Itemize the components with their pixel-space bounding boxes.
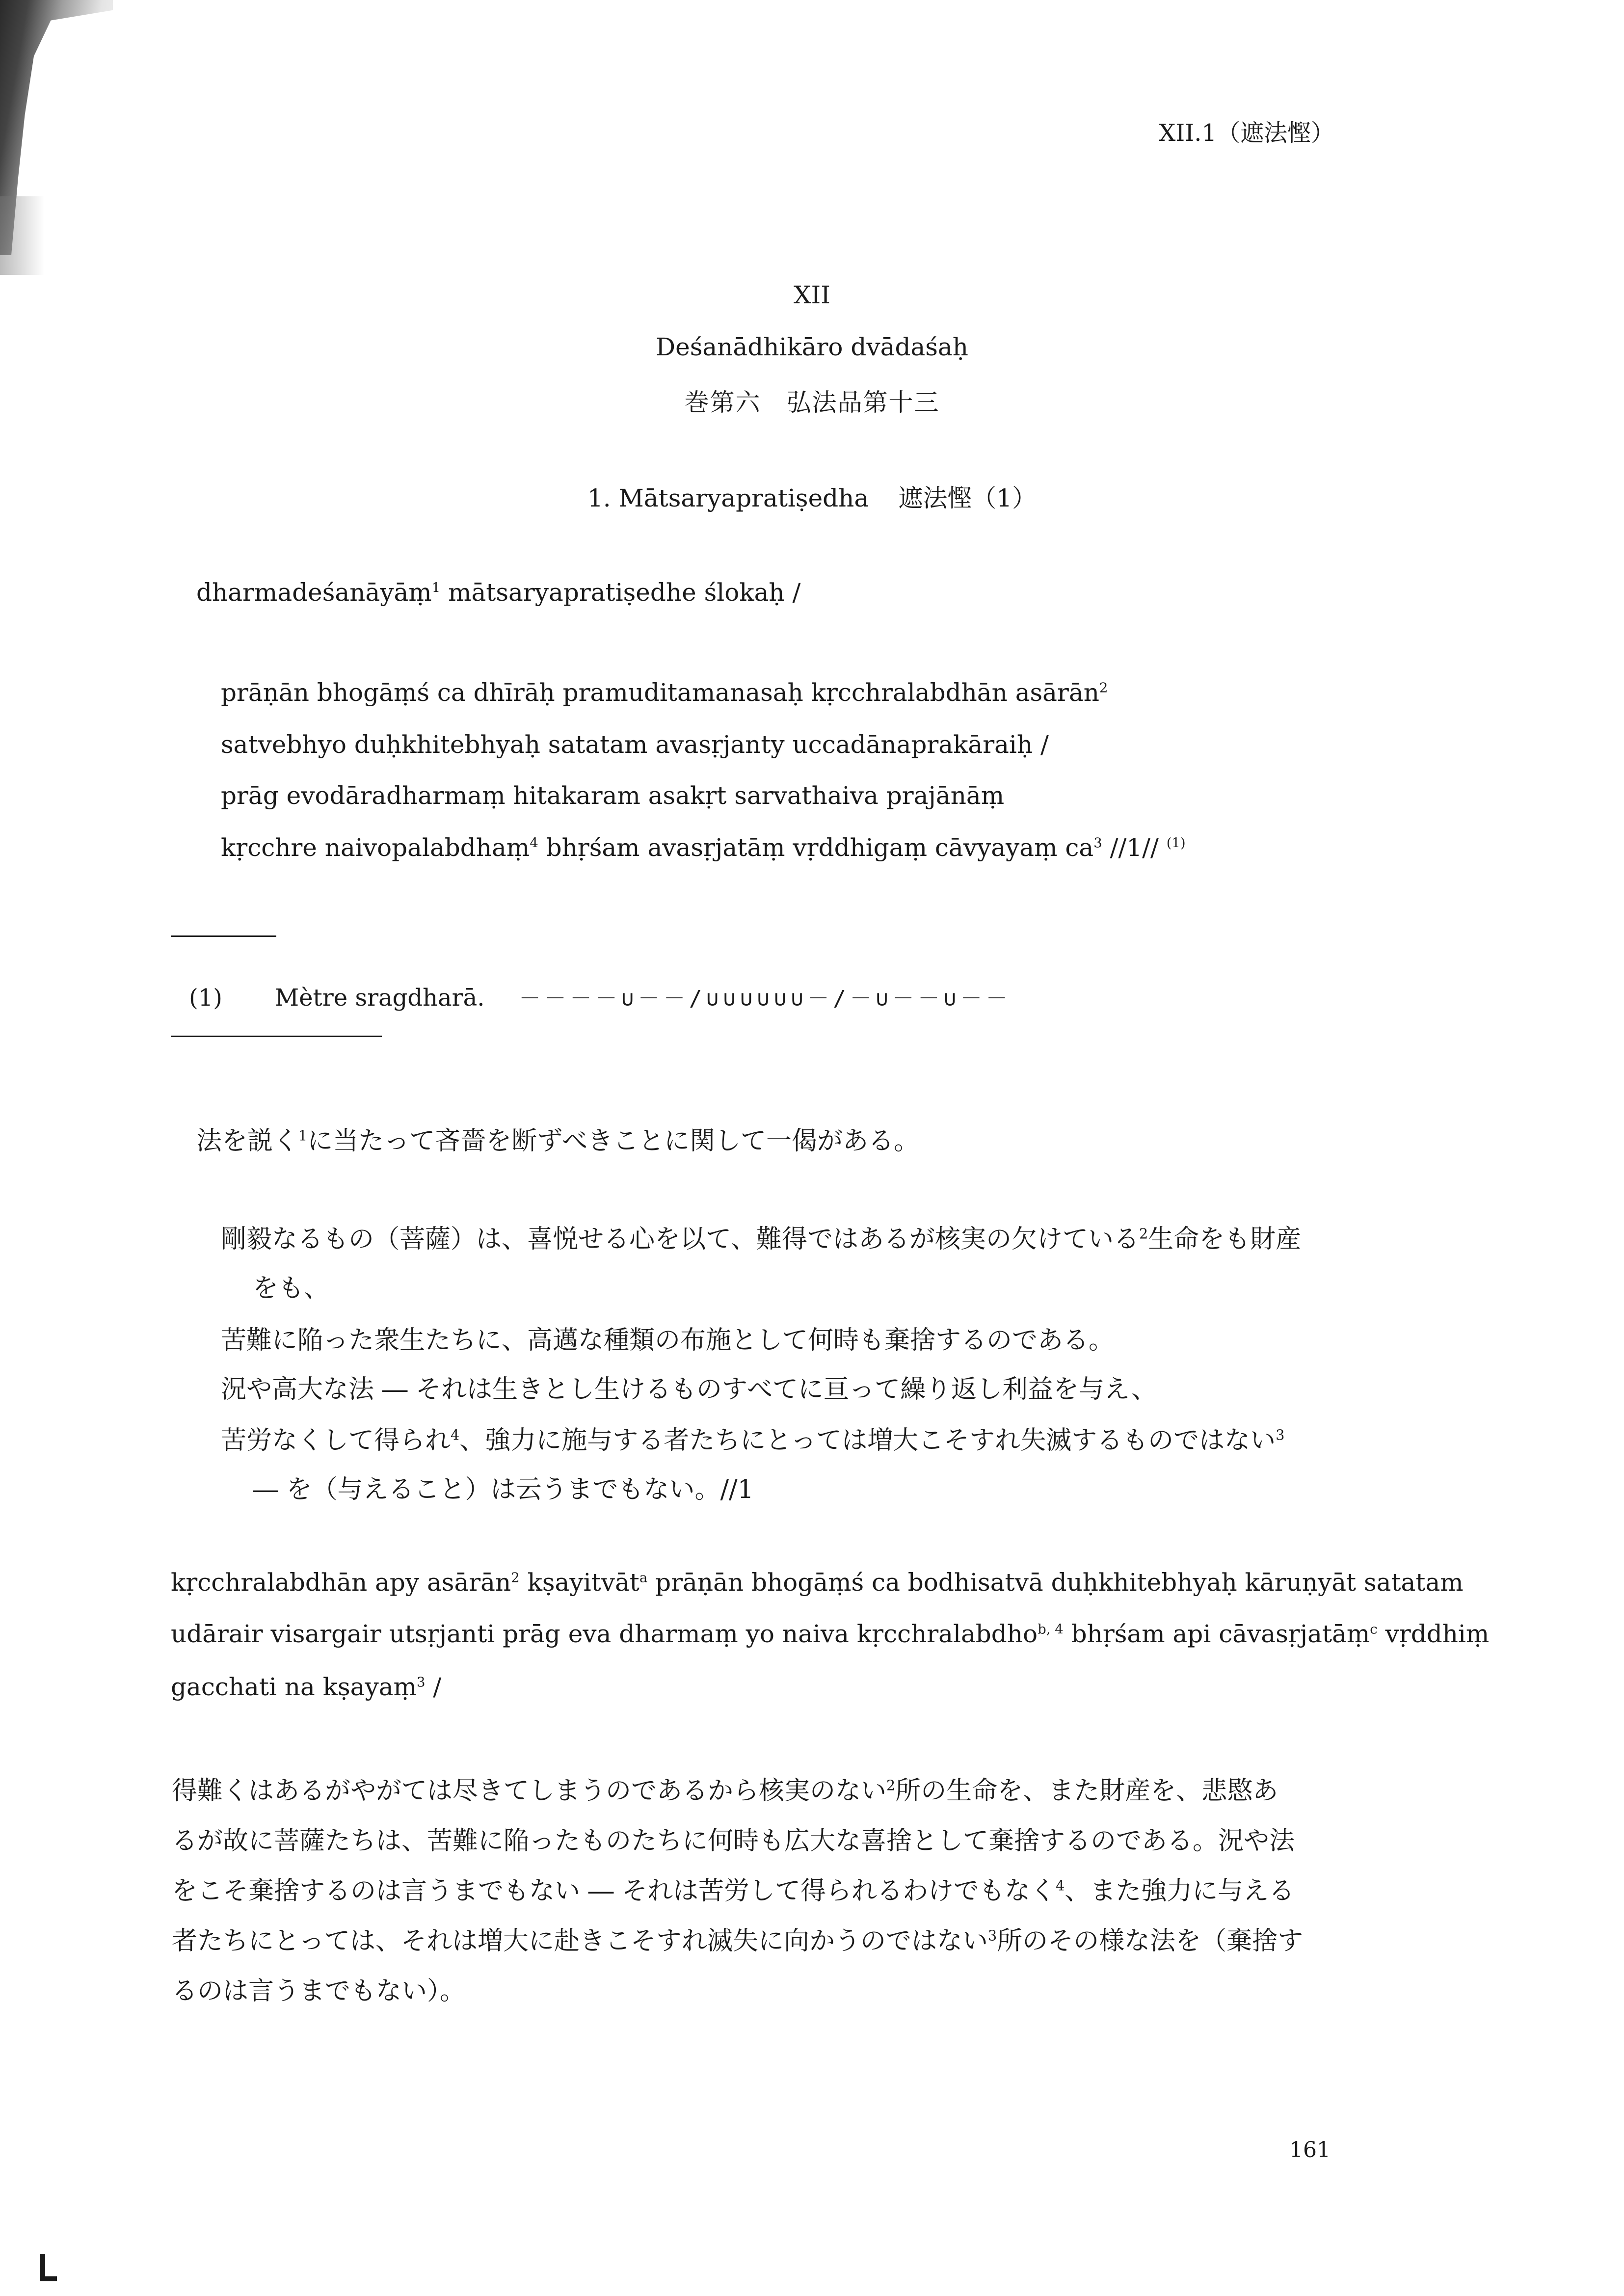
chapter-title-japanese: 巻第六 弘法品第十三 bbox=[684, 388, 940, 417]
running-header: XII.1（遮法慳） bbox=[1159, 119, 1334, 147]
section-title-japanese: 遮法慳（1） bbox=[898, 484, 1037, 512]
metre-pattern: －－－－∪－－/∪∪∪∪∪∪－/－∪－－∪－－ bbox=[519, 986, 1012, 1011]
japanese-commentary-line-3: をこそ棄捨するのは言うまでもない ― それは苦労して得られるわけでもなく$^4$、また強力に与える bbox=[172, 1876, 1295, 1906]
section-title bbox=[0, 479, 1624, 514]
page-number: 161 bbox=[1289, 2137, 1331, 2163]
japanese-verse-line-4-cont: ― を（与えること）は云うまでもない。//1 bbox=[253, 1475, 754, 1504]
japanese-verse-line-4: 苦労なくして得られ$^4$、強力に施与する者たちにとっては増大こそすれ失滅するものではない$^3$ bbox=[221, 1426, 1285, 1455]
crop-mark bbox=[40, 2254, 57, 2281]
japanese-verse-line-1-cont: をも、 bbox=[253, 1274, 330, 1303]
japanese-commentary-line-4: 者たちにとっては、それは増大に赴きこそすれ滅失に向かうのではない$^3$所のその様な法を（棄捨す bbox=[172, 1926, 1304, 1956]
japanese-verse-line-2: 苦難に陥った衆生たちに、高邁な種類の布施として何時も棄捨するのである。 bbox=[221, 1326, 1115, 1355]
chapter-number: XII bbox=[793, 281, 831, 309]
verse-line-2: satvebhyo duḥkhitebhyaḥ satatam avasṛjanty uccadānaprakāraiḥ / bbox=[221, 730, 1049, 759]
japanese-intro: 法を説く$^1$に当たって吝嗇を断ずべきことに関して一偈がある。 bbox=[196, 1126, 920, 1156]
commentary-line-3: gacchati na kṣayaṃ$^3$ / bbox=[171, 1673, 442, 1701]
footnote-rule-top bbox=[171, 935, 276, 937]
commentary-line-1: kṛcchralabdhān apy asārān$^2$ kṣayitvāt$^a$ prāṇān bhogāṃś ca bodhisatvā duḥkhitebhyaḥ kāruṇyāt satatam bbox=[171, 1568, 1464, 1597]
sanskrit-intro: dharmadeśanāyāṃ$^1$ mātsaryapratiṣedhe ślokaḥ / bbox=[196, 578, 801, 607]
chapter-title-sanskrit: Deśanādhikāro dvādaśaḥ bbox=[656, 333, 968, 361]
section-title-sanskrit: Mātsaryapratiṣedha bbox=[618, 484, 869, 512]
commentary-line-2: udārair visargair utsṛjanti prāg eva dharmaṃ yo naiva kṛcchralabdho$^{b, 4}$ bhṛśam api cāvasṛjatāṃ$^c$ vṛddhiṃ bbox=[171, 1620, 1490, 1648]
verse-line-1: prāṇān bhogāṃś ca dhīrāḥ pramuditamanasaḥ kṛcchralabdhān asārān$^2$ bbox=[221, 678, 1108, 707]
footnote-label: (1) bbox=[189, 984, 222, 1012]
footnote-rule-bottom bbox=[171, 1036, 382, 1037]
verse-line-4: kṛcchre naivopalabdhaṃ$^4$ bhṛśam avasṛjatāṃ vṛddhigaṃ cāvyayaṃ $ca^3$ //1// $^{(1)}$ bbox=[221, 833, 1186, 862]
footnote bbox=[189, 981, 1012, 1012]
japanese-commentary-line-5: るのは言うまでもない）。 bbox=[172, 1976, 466, 2006]
japanese-commentary-line-2: るが故に菩薩たちは、苦難に陥ったものたちに何時も広大な喜捨として棄捨するのである。況や法 bbox=[172, 1826, 1295, 1856]
section-number: 1. bbox=[587, 484, 611, 512]
footnote-text: Mètre sragdharā. bbox=[275, 984, 485, 1012]
japanese-verse-line-1: 剛毅なるもの（菩薩）は、喜悦せる心を以て、難得ではあるが核実の欠けている$^2$生命をも財産 bbox=[221, 1225, 1302, 1254]
scan-shadow-lower bbox=[0, 196, 44, 275]
verse-line-3: prāg evodāradharmaṃ hitakaram asakṛt sarvathaiva prajānāṃ bbox=[221, 781, 1005, 810]
japanese-verse-line-3: 況や高大な法 ― それは生きとし生けるものすべてに亘って繰り返し利益を与え、 bbox=[221, 1375, 1157, 1404]
japanese-commentary-line-1: 得難くはあるがやがては尽きてしまうのであるから核実のない$^2$所の生命を、また財産を、悲愍あ bbox=[172, 1776, 1278, 1806]
